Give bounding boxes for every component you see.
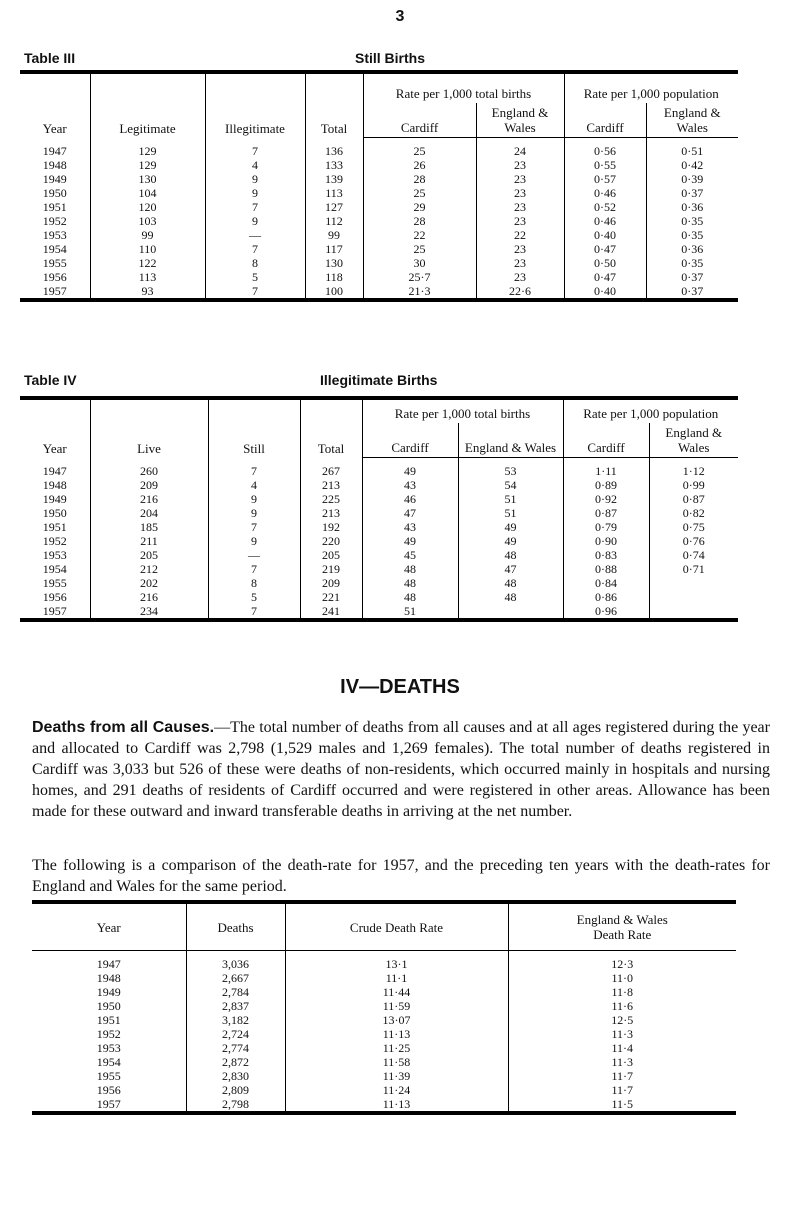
table-cell: 11·25 xyxy=(285,1041,508,1055)
table-row xyxy=(20,228,738,242)
col-header-england-wales: England & Wales xyxy=(646,103,738,138)
table-cell: 1950 xyxy=(42,506,67,520)
table-cell: 49 xyxy=(458,520,563,534)
table-cell: 0·35 xyxy=(646,228,738,242)
table-cell: 11·13 xyxy=(285,1027,508,1041)
table-cell: 45 xyxy=(362,548,458,562)
table-cell: 0·83 xyxy=(563,548,649,562)
table-cell: 0·74 xyxy=(649,548,738,562)
table-cell: 2,872 xyxy=(186,1055,285,1069)
table-row xyxy=(20,158,738,172)
table-cell: 1947 xyxy=(42,463,67,478)
table-cell: 0·47 xyxy=(564,242,646,256)
table-cell: 13·07 xyxy=(285,1013,508,1027)
table-row xyxy=(20,478,738,492)
table-cell: 28 xyxy=(363,172,476,186)
table-cell: 129 xyxy=(90,158,205,172)
table-row xyxy=(20,492,738,506)
table-cell: 51 xyxy=(458,492,563,506)
table-cell xyxy=(649,576,738,590)
table-cell: 185 xyxy=(90,520,208,534)
table-cell: 5 xyxy=(205,270,305,284)
table-cell: 11·7 xyxy=(508,1069,736,1083)
table-cell: 213 xyxy=(300,506,362,520)
table-cell: 0·55 xyxy=(564,158,646,172)
table-cell: 1948 xyxy=(96,971,121,985)
table-cell: 48 xyxy=(458,576,563,590)
table-cell: 3,036 xyxy=(186,951,285,972)
table-cell: 0·37 xyxy=(646,284,738,300)
table-cell: 1956 xyxy=(42,270,67,284)
table-row xyxy=(20,534,738,548)
table-row xyxy=(20,506,738,520)
table-cell: 51 xyxy=(362,604,458,620)
table-cell: 1947 xyxy=(42,143,67,158)
col-header-live: Live xyxy=(90,398,208,458)
table-cell: 0·42 xyxy=(646,158,738,172)
table-cell: 0·75 xyxy=(649,520,738,534)
table-cell: 49 xyxy=(458,534,563,548)
table-cell: 7 xyxy=(208,562,300,576)
table-cell: 209 xyxy=(90,478,208,492)
col-header-year: Year xyxy=(32,902,186,951)
table-cell: 29 xyxy=(363,200,476,214)
table-cell: 49 xyxy=(362,534,458,548)
table-cell: 11·58 xyxy=(285,1055,508,1069)
table-cell: 23 xyxy=(476,200,564,214)
table-cell: 48 xyxy=(362,590,458,604)
table-cell: 2,667 xyxy=(186,971,285,985)
death-rate-table xyxy=(32,900,736,1115)
table-cell: — xyxy=(208,548,300,562)
col-header-england-wales: England & Wales xyxy=(458,423,563,458)
table-cell: 0·52 xyxy=(564,200,646,214)
col-header-crude-death-rate: Crude Death Rate xyxy=(285,902,508,951)
table-cell: 1955 xyxy=(42,256,67,270)
table-cell: 30 xyxy=(363,256,476,270)
table-cell: 112 xyxy=(305,214,363,228)
table-cell: 12·5 xyxy=(508,1013,736,1027)
table-cell: 11·5 xyxy=(508,1097,736,1113)
table-row xyxy=(20,458,738,479)
table-cell: 48 xyxy=(362,562,458,576)
col-header-england-wales: England & Wales xyxy=(649,423,738,458)
table-cell: 9 xyxy=(208,492,300,506)
table-cell: 53 xyxy=(458,458,563,479)
table-cell: 0·96 xyxy=(563,604,649,620)
table-cell: 25 xyxy=(363,242,476,256)
table-cell: 11·44 xyxy=(285,985,508,999)
table-cell: 110 xyxy=(90,242,205,256)
table-cell: 1957 xyxy=(96,1097,121,1111)
table-cell: 136 xyxy=(305,138,363,159)
table-cell: 1956 xyxy=(42,590,67,604)
col-header-year: Year xyxy=(42,440,67,456)
table-cell: 104 xyxy=(90,186,205,200)
table-cell: 11·0 xyxy=(508,971,736,985)
table-row xyxy=(32,951,736,972)
table-cell: 11·6 xyxy=(508,999,736,1013)
table-row xyxy=(20,270,738,284)
table-cell: 0·56 xyxy=(564,138,646,159)
table-cell: 9 xyxy=(205,186,305,200)
table-row xyxy=(20,186,738,200)
table-cell: 9 xyxy=(208,506,300,520)
table-cell: 7 xyxy=(208,604,300,620)
table-cell: 2,784 xyxy=(186,985,285,999)
table-cell: 11·1 xyxy=(285,971,508,985)
col-header-cardiff: Cardiff xyxy=(363,103,476,138)
table-cell: 127 xyxy=(305,200,363,214)
table-cell: 212 xyxy=(90,562,208,576)
table-cell: 1954 xyxy=(42,562,67,576)
table-cell: 8 xyxy=(205,256,305,270)
table-row xyxy=(32,1083,736,1097)
table-cell: 260 xyxy=(90,458,208,479)
table-cell: 47 xyxy=(458,562,563,576)
table-cell: 1955 xyxy=(96,1069,121,1083)
table-cell: 130 xyxy=(305,256,363,270)
table-cell: 117 xyxy=(305,242,363,256)
table-cell: 1953 xyxy=(42,228,67,242)
table-cell: 0·99 xyxy=(649,478,738,492)
table-row xyxy=(20,520,738,534)
table-cell: 99 xyxy=(90,228,205,242)
table-row xyxy=(20,256,738,270)
col-header-england-wales: England & Wales xyxy=(476,103,564,138)
table-cell: 130 xyxy=(90,172,205,186)
table-cell: 1951 xyxy=(42,520,67,534)
table-cell: 1957 xyxy=(42,284,67,298)
col-header-deaths: Deaths xyxy=(186,902,285,951)
table-cell: 0·39 xyxy=(646,172,738,186)
table-cell: 7 xyxy=(205,138,305,159)
table-cell: 51 xyxy=(458,506,563,520)
table-cell: 2,724 xyxy=(186,1027,285,1041)
table-cell: 1947 xyxy=(96,957,121,971)
table-cell: 23 xyxy=(476,256,564,270)
table-cell: 12·3 xyxy=(508,951,736,972)
table-cell: 0·47 xyxy=(564,270,646,284)
table-cell: 1951 xyxy=(96,1013,121,1027)
table-cell: 221 xyxy=(300,590,362,604)
table-cell: 48 xyxy=(458,548,563,562)
table-row xyxy=(20,214,738,228)
table-cell: 49 xyxy=(362,458,458,479)
table-row xyxy=(20,576,738,590)
table-cell: 9 xyxy=(205,172,305,186)
table-cell: 0·37 xyxy=(646,186,738,200)
table-cell: — xyxy=(205,228,305,242)
table-cell: 7 xyxy=(205,242,305,256)
table-row xyxy=(32,1027,736,1041)
table-cell: 25 xyxy=(363,138,476,159)
table-cell: 0·40 xyxy=(564,284,646,300)
table-cell: 11·3 xyxy=(508,1055,736,1069)
paragraph-text: —The total number of deaths from all causes and at all ages registered during the year and allocated to Cardiff was 2,798 (1,529 males and 1,269 females). The total number of deaths registered in Cardiff was 3,033 but 526 of these were deaths of non-residents, which occurred mainly in hospitals and nursing homes, and 291 deaths of residents of Cardiff occurred and were registered in other areas. Allowance has been made for these outward and inward transferable deaths in arriving at the net number. xyxy=(32,719,770,820)
section-heading: IV—DEATHS xyxy=(340,676,460,698)
table-cell: 209 xyxy=(300,576,362,590)
table-cell: 0·82 xyxy=(649,506,738,520)
table-cell: 13·1 xyxy=(285,951,508,972)
table-cell: 54 xyxy=(458,478,563,492)
table-row xyxy=(20,242,738,256)
table-cell: 21·3 xyxy=(363,284,476,300)
table-cell: 25 xyxy=(363,186,476,200)
table-cell: 1948 xyxy=(42,158,67,172)
table-cell: 26 xyxy=(363,158,476,172)
page-number: 3 xyxy=(395,8,405,25)
table-cell: 1957 xyxy=(42,604,67,618)
table-cell: 205 xyxy=(300,548,362,562)
col-header-cardiff: Cardiff xyxy=(564,103,646,138)
table-cell: 11·39 xyxy=(285,1069,508,1083)
table-row xyxy=(20,172,738,186)
table-cell: 204 xyxy=(90,506,208,520)
col-header-cardiff: Cardiff xyxy=(362,423,458,458)
table-cell: 2,837 xyxy=(186,999,285,1013)
table-cell: 24 xyxy=(476,138,564,159)
table-cell: 23 xyxy=(476,172,564,186)
table-row xyxy=(32,1097,736,1113)
table-cell: 241 xyxy=(300,604,362,620)
col-header-total: Total xyxy=(305,72,363,138)
table-cell: 11·13 xyxy=(285,1097,508,1113)
table-cell: 219 xyxy=(300,562,362,576)
table-cell: 48 xyxy=(362,576,458,590)
comparison-paragraph: The following is a comparison of the death-rate for 1957, and the preceding ten years with the death-rates for England and Wales for the same period. xyxy=(32,857,770,895)
table-cell: 113 xyxy=(305,186,363,200)
col-header-illegitimate: Illegitimate xyxy=(205,72,305,138)
table3-label: Table III xyxy=(24,50,76,66)
table-row xyxy=(32,1041,736,1055)
table-cell: 2,774 xyxy=(186,1041,285,1055)
table-cell: 1·11 xyxy=(563,458,649,479)
table-cell: 43 xyxy=(362,520,458,534)
table-cell: 1952 xyxy=(96,1027,121,1041)
table-cell: 7 xyxy=(208,520,300,534)
table-cell: 0·35 xyxy=(646,214,738,228)
col-header-rate-births: Rate per 1,000 total births xyxy=(363,72,564,103)
table-cell: 23 xyxy=(476,186,564,200)
table-cell: 100 xyxy=(305,284,363,300)
paragraph-lead: Deaths from all Causes. xyxy=(32,719,215,736)
table-cell: 0·46 xyxy=(564,186,646,200)
table4-title: Illegitimate Births xyxy=(320,372,438,388)
col-header-cardiff: Cardiff xyxy=(563,423,649,458)
col-header-rate-births: Rate per 1,000 total births xyxy=(362,398,563,423)
table-cell: 0·71 xyxy=(649,562,738,576)
table3-title: Still Births xyxy=(355,50,426,66)
table-cell: 1·12 xyxy=(649,458,738,479)
table-cell xyxy=(458,604,563,620)
table-cell: 11·3 xyxy=(508,1027,736,1041)
table-row xyxy=(20,590,738,604)
table4-label: Table IV xyxy=(24,372,77,388)
table-cell: 1950 xyxy=(42,186,67,200)
table-cell: 11·59 xyxy=(285,999,508,1013)
table-cell: 48 xyxy=(458,590,563,604)
table-cell: 0·89 xyxy=(563,478,649,492)
table-cell: 11·4 xyxy=(508,1041,736,1055)
table-cell: 205 xyxy=(90,548,208,562)
table-row xyxy=(20,200,738,214)
table-cell: 3,182 xyxy=(186,1013,285,1027)
table-cell: 220 xyxy=(300,534,362,548)
table-cell: 103 xyxy=(90,214,205,228)
table-cell: 99 xyxy=(305,228,363,242)
table-cell: 7 xyxy=(208,458,300,479)
table-cell: 0·36 xyxy=(646,242,738,256)
table-row xyxy=(32,971,736,985)
table-row xyxy=(32,1069,736,1083)
table-cell: 23 xyxy=(476,242,564,256)
table-cell: 192 xyxy=(300,520,362,534)
table-cell: 0·79 xyxy=(563,520,649,534)
table-cell: 1952 xyxy=(42,534,67,548)
table-cell: 118 xyxy=(305,270,363,284)
table-cell: 267 xyxy=(300,458,362,479)
table-cell: 28 xyxy=(363,214,476,228)
table-cell: 7 xyxy=(205,200,305,214)
table-row xyxy=(20,284,738,300)
table-row xyxy=(32,985,736,999)
table-cell: 211 xyxy=(90,534,208,548)
table-cell: 23 xyxy=(476,270,564,284)
table-cell: 11·8 xyxy=(508,985,736,999)
table-cell: 9 xyxy=(205,214,305,228)
table-row xyxy=(20,548,738,562)
table-cell: 0·88 xyxy=(563,562,649,576)
table-cell: 225 xyxy=(300,492,362,506)
table-cell: 22 xyxy=(476,228,564,242)
table-cell: 1952 xyxy=(42,214,67,228)
table-cell: 43 xyxy=(362,478,458,492)
table-cell: 5 xyxy=(208,590,300,604)
table-cell: 0·87 xyxy=(649,492,738,506)
table-cell: 0·50 xyxy=(564,256,646,270)
table-cell: 8 xyxy=(208,576,300,590)
col-header-england-wales-death-rate: England & Wales Death Rate xyxy=(508,902,736,951)
still-births-table xyxy=(20,70,738,302)
table-cell: 0·37 xyxy=(646,270,738,284)
table-cell: 0·40 xyxy=(564,228,646,242)
table-cell: 0·87 xyxy=(563,506,649,520)
table-cell: 133 xyxy=(305,158,363,172)
table-cell: 4 xyxy=(208,478,300,492)
table-cell: 0·86 xyxy=(563,590,649,604)
table-cell: 216 xyxy=(90,590,208,604)
col-header-still: Still xyxy=(208,398,300,458)
table-cell: 2,830 xyxy=(186,1069,285,1083)
table-row xyxy=(32,999,736,1013)
col-header-year: Year xyxy=(42,120,67,136)
table-row xyxy=(20,604,738,620)
table-cell: 0·84 xyxy=(563,576,649,590)
table-cell: 0·90 xyxy=(563,534,649,548)
table-cell: 2,798 xyxy=(186,1097,285,1113)
table-cell: 7 xyxy=(205,284,305,300)
table-cell: 0·51 xyxy=(646,138,738,159)
table-cell: 25·7 xyxy=(363,270,476,284)
table-cell: 11·24 xyxy=(285,1083,508,1097)
table-cell: 0·76 xyxy=(649,534,738,548)
col-header-rate-population: Rate per 1,000 population xyxy=(564,72,738,103)
table-cell: 213 xyxy=(300,478,362,492)
table-cell xyxy=(649,590,738,604)
table-cell: 1948 xyxy=(42,478,67,492)
table-cell: 47 xyxy=(362,506,458,520)
table-cell xyxy=(649,604,738,620)
table-cell: 1953 xyxy=(42,548,67,562)
col-header-rate-population: Rate per 1,000 population xyxy=(563,398,738,423)
table-row xyxy=(20,138,738,159)
table-cell: 4 xyxy=(205,158,305,172)
table-cell: 9 xyxy=(208,534,300,548)
table-row xyxy=(32,1055,736,1069)
illegitimate-births-table xyxy=(20,396,738,622)
table-cell: 22 xyxy=(363,228,476,242)
table-cell: 0·46 xyxy=(564,214,646,228)
table-cell: 2,809 xyxy=(186,1083,285,1097)
table-cell: 0·57 xyxy=(564,172,646,186)
table-cell: 120 xyxy=(90,200,205,214)
deaths-paragraph xyxy=(32,717,770,822)
table-cell: 234 xyxy=(90,604,208,620)
col-header-total: Total xyxy=(300,398,362,458)
col-header-legitimate: Legitimate xyxy=(90,72,205,138)
table-cell: 11·7 xyxy=(508,1083,736,1097)
table-cell: 23 xyxy=(476,214,564,228)
table-cell: 113 xyxy=(90,270,205,284)
table-cell: 1949 xyxy=(96,985,121,999)
table-cell: 129 xyxy=(90,138,205,159)
table-cell: 216 xyxy=(90,492,208,506)
table-cell: 1954 xyxy=(96,1055,121,1069)
table-cell: 1949 xyxy=(42,172,67,186)
table-cell: 202 xyxy=(90,576,208,590)
table-row xyxy=(20,562,738,576)
table-row xyxy=(32,1013,736,1027)
table-cell: 1950 xyxy=(96,999,121,1013)
table-cell: 1953 xyxy=(96,1041,121,1055)
table-cell: 1954 xyxy=(42,242,67,256)
table-cell: 0·36 xyxy=(646,200,738,214)
table-cell: 122 xyxy=(90,256,205,270)
table-cell: 139 xyxy=(305,172,363,186)
table-cell: 1949 xyxy=(42,492,67,506)
table-cell: 1951 xyxy=(42,200,67,214)
table-cell: 0·92 xyxy=(563,492,649,506)
table-cell: 0·35 xyxy=(646,256,738,270)
table-cell: 23 xyxy=(476,158,564,172)
table-cell: 1955 xyxy=(42,576,67,590)
table-cell: 93 xyxy=(90,284,205,300)
table-cell: 46 xyxy=(362,492,458,506)
table-cell: 22·6 xyxy=(476,284,564,300)
table-cell: 1956 xyxy=(96,1083,121,1097)
